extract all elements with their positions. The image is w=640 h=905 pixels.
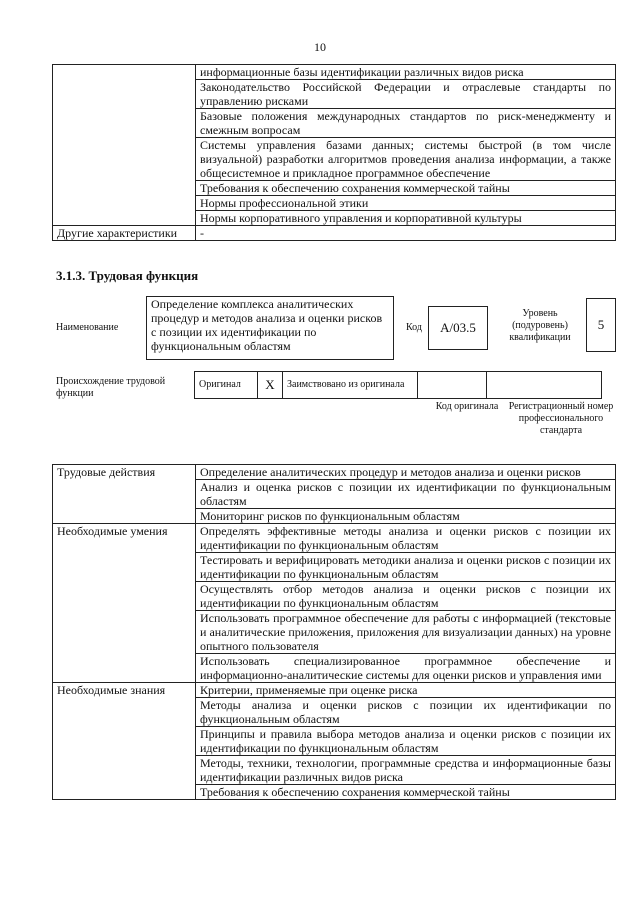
table-cell: Нормы корпоративного управления и корпоративной культуры [196,211,616,226]
borrowed-label: Заимствовано из оригинала [283,372,418,399]
table-cell: Определять эффективные методы анализа и оценки рисков с позиции их идентификации по функциональным областям [196,524,616,553]
table-row [53,524,616,553]
table-row [195,372,602,399]
table-cell: Требования к обеспечению сохранения коммерческой тайны [196,785,616,800]
level-label: Уровень (подуровень) квалификации [509,308,571,343]
code-box: A/03.5 [428,306,488,350]
table-cell: Тестировать и верифицировать методики анализа и оценки рисков с позиции их идентификации по функциональным областям [196,553,616,582]
table-cell: Осуществлять отбор методов анализа и оценки рисков с позиции их идентификации по функциональным областям [196,582,616,611]
original-code-cell [418,372,487,399]
origin-table [194,371,602,399]
table-row [53,226,616,241]
other-characteristics-label: Другие характеристики [53,226,196,241]
table-cell: Определение аналитических процедур и методов анализа и оценки рисков [196,465,616,480]
registration-number-cell [487,372,602,399]
table-cell: Методы, техники, технологии, программные средства и информационные базы идентификации различных видов риска [196,756,616,785]
table-row [53,65,616,80]
table-cell: Критерии, применяемые при оценке риска [196,683,616,698]
registration-number-caption: Регистрационный номер профессионального стандарта [508,401,614,436]
table-row [53,683,616,698]
top-table [52,64,616,241]
table-cell: Методы анализа и оценки рисков с позиции их идентификации по функциональным областям [196,698,616,727]
table-cell: информационные базы идентификации различных видов риска [196,65,616,80]
origin-label: Происхождение трудовой функции [56,376,166,399]
table-cell: Мониторинг рисков по функциональным областям [196,509,616,524]
knowledge-label: Необходимые знания [53,683,196,800]
other-characteristics-value: - [196,226,616,241]
level-box: 5 [586,298,616,352]
table-cell: Законодательство Российской Федерации и отраслевые стандарты по управлению рисками [196,80,616,109]
main-table [52,464,616,800]
table-cell: Принципы и правила выбора методов анализа и оценки рисков с позиции их идентификации по функциональным областям [196,727,616,756]
table-cell: Использовать программное обеспечение для работы с информацией (текстовые и аналитические приложения, приложения для визуализации данных) на уровне опытного пользователя [196,611,616,654]
name-label: Наименование [56,322,119,333]
original-mark: X [258,372,283,399]
section-title: 3.1.3. Трудовая функция [56,268,199,283]
code-label: Код [406,322,422,333]
original-label: Оригинал [195,372,258,399]
table-cell: Требования к обеспечению сохранения коммерческой тайны [196,181,616,196]
table-cell: Анализ и оценка рисков с позиции их идентификации по функциональным областям [196,480,616,509]
page-number: 10 [314,40,326,54]
table-cell: Системы управления базами данных; системы быстрой (в том числе визуальной) разработки алгоритмов проведения анализа информации, а также общесистемное и прикладное программное обеспечение [196,138,616,181]
table-cell: Нормы профессиональной этики [196,196,616,211]
empty-label-cell [53,65,196,226]
function-name-box: Определение комплекса аналитических процедур и методов анализа и оценки рисков с позиции их идентификации по функциональным областям [146,296,394,360]
actions-label: Трудовые действия [53,465,196,524]
table-row [53,465,616,480]
table-cell: Использовать специализированное программное обеспечение и информационно-аналитические системы для оценки рисков и управления ими [196,654,616,683]
table-cell: Базовые положения международных стандартов по риск-менеджменту и смежным вопросам [196,109,616,138]
skills-label: Необходимые умения [53,524,196,683]
original-code-caption: Код оригинала [435,401,499,412]
